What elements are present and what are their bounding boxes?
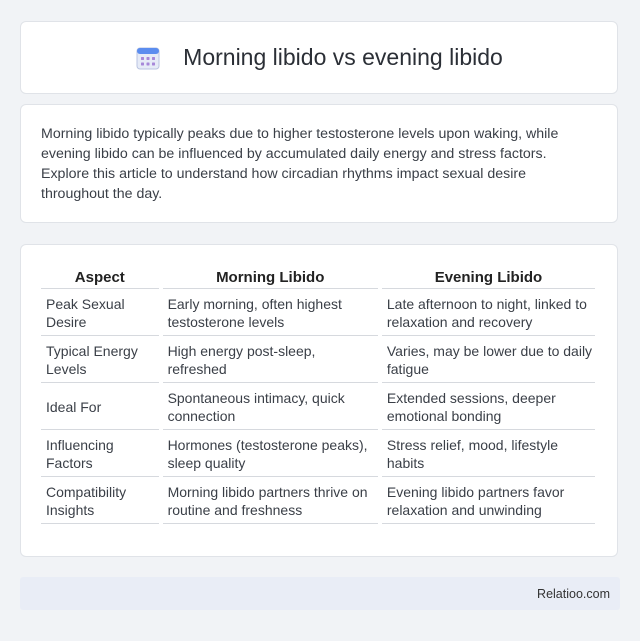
column-header: Morning Libido — [163, 265, 378, 289]
column-header: Evening Libido — [382, 265, 595, 289]
footer — [20, 577, 620, 610]
footer-brand[interactable]: Relatioo.com — [537, 586, 610, 601]
table-cell: Hormones (testosterone peaks), sleep quality — [163, 430, 378, 477]
table-cell: Compatibility Insights — [41, 477, 159, 524]
table-row — [41, 289, 595, 336]
calendar-icon — [135, 45, 161, 71]
table-cell: Morning libido partners thrive on routine and freshness — [163, 477, 378, 524]
table-cell: Evening libido partners favor relaxation and unwinding — [382, 477, 595, 524]
table-cell: Typical Energy Levels — [41, 336, 159, 383]
table-row — [41, 477, 595, 524]
table-cell: Influencing Factors — [41, 430, 159, 477]
table-cell: Spontaneous intimacy, quick connection — [163, 383, 378, 430]
comparison-card — [20, 244, 618, 557]
intro-card — [20, 104, 618, 223]
comparison-table — [37, 265, 599, 524]
table-cell: High energy post-sleep, refreshed — [163, 336, 378, 383]
table-row — [41, 383, 595, 430]
table-cell: Extended sessions, deeper emotional bonding — [382, 383, 595, 430]
intro-text: Morning libido typically peaks due to higher testosterone levels upon waking, while evening libido can be influenced by accumulated daily energy and stress factors. Explore this article to understand how circadian rhythms impact sexual desire throughout the day. — [41, 126, 559, 202]
table-cell: Stress relief, mood, lifestyle habits — [382, 430, 595, 477]
table-header-row — [41, 265, 595, 289]
column-header: Aspect — [41, 265, 159, 289]
page-title: Morning libido vs evening libido — [183, 44, 503, 70]
table-cell: Early morning, often highest testosterone levels — [163, 289, 378, 336]
table-cell: Peak Sexual Desire — [41, 289, 159, 336]
table-cell: Ideal For — [41, 383, 159, 430]
title-card — [20, 21, 618, 94]
table-cell: Late afternoon to night, linked to relaxation and recovery — [382, 289, 595, 336]
table-row — [41, 430, 595, 477]
table-cell: Varies, may be lower due to daily fatigue — [382, 336, 595, 383]
table-row — [41, 336, 595, 383]
